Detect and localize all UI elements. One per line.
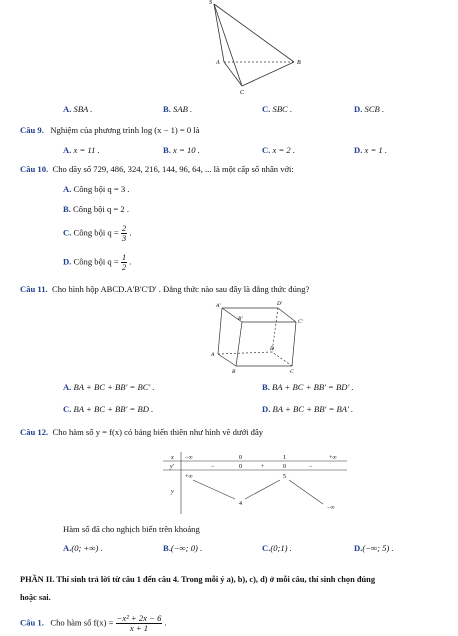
q10-option-d[interactable]: D. Công bội q = $\frac{1}{2}$ . xyxy=(63,252,132,272)
y-value: 4 xyxy=(239,501,242,507)
x-value: −∞ xyxy=(185,455,193,461)
y-value: +∞ xyxy=(185,474,193,480)
q9-option-b[interactable]: B. x = 10 . xyxy=(163,145,200,155)
q9-option-c[interactable]: C. x = 2 . xyxy=(262,145,296,155)
q8-option-a[interactable]: A. SBA . xyxy=(63,104,93,114)
sign-value: 0 xyxy=(283,464,286,470)
q9-option-d[interactable]: D. x = 1 . xyxy=(354,145,388,155)
q11-option-b[interactable]: B. BA + BC + BB' = BD' . xyxy=(262,382,354,392)
q12-option-d[interactable]: D.(−∞; 5) . xyxy=(354,543,394,553)
vertex-label-d1: D' xyxy=(277,301,283,307)
q9-option-a[interactable]: A. x = 11 . xyxy=(63,145,100,155)
variation-table xyxy=(163,452,347,514)
vertex-label-b: B xyxy=(297,60,301,66)
sign-value: − xyxy=(309,464,313,470)
q8-option-d[interactable]: D. SCB . xyxy=(354,104,385,114)
row-label-yprime: y' xyxy=(170,464,174,470)
vertex-label-b1: B' xyxy=(238,316,243,322)
q10-option-b[interactable]: B. Công bội q = 2 . xyxy=(63,204,129,214)
vertex-label-c: C xyxy=(240,90,245,96)
y-value: 5 xyxy=(283,474,286,480)
q11-stem: Câu 11. Cho hình hộp ABCD.A'B'C'D' . Đẳng thức nào sau đây là đẳng thức đúng? xyxy=(20,284,310,294)
x-value: 1 xyxy=(283,455,286,461)
fraction: $\frac{\text{−x² + 2x − 6}}{x + 1}$ xyxy=(116,613,162,633)
q11-option-c[interactable]: C. BA + BC + BB' = BD . xyxy=(63,404,154,414)
vertex-label-d: D xyxy=(270,346,274,352)
vertex-label-s: S xyxy=(209,0,212,6)
y-value: −∞ xyxy=(327,505,335,511)
q10-stem: Câu 10. Cho dãy số 729, 486, 324, 216, 144, 96, 64, ... là một cấp số nhân với: xyxy=(20,164,294,174)
q10-option-c[interactable]: C. Công bội q = $\frac{2}{3}$ . xyxy=(63,223,132,243)
fraction: $\frac{2}{3}$ xyxy=(121,223,127,243)
sign-value: − xyxy=(211,464,215,470)
q12-option-b[interactable]: B.(−∞; 0) . xyxy=(163,543,203,553)
row-label-x: x xyxy=(171,455,174,461)
q11-option-d[interactable]: D. BA + BC + BB' = BA' . xyxy=(262,404,354,414)
part2-heading: PHẦN II. Thí sinh trả lời từ câu 1 đến câu 4. Trong mỗi ý a), b), c), d) ở mỗi câu, thí sinh chọn đúng xyxy=(20,575,376,584)
q8-option-b[interactable]: B. SAB . xyxy=(163,104,193,114)
sign-value: + xyxy=(261,464,265,470)
fraction: $\frac{1}{2}$ xyxy=(121,252,127,272)
q12-subquestion: Hàm số đã cho nghịch biến trên khoảng xyxy=(63,524,200,534)
q12-option-a[interactable]: A.(0; +∞) . xyxy=(63,543,103,553)
vertex-label-a: A xyxy=(216,60,220,66)
q12-stem: Câu 12. Cho hàm số y = f(x) có bảng biến thiên như hình vẽ dưới đây xyxy=(20,427,264,437)
sign-value: 0 xyxy=(239,464,242,470)
row-label-y: y xyxy=(171,489,174,495)
vertex-label-a1: A' xyxy=(216,303,221,309)
vertex-label-c: C xyxy=(290,369,294,374)
q11-option-a[interactable]: A. BA + BC + BB' = BC' . xyxy=(63,382,155,392)
q9-stem: Câu 9. Nghiệm của phương trình log (x − 1) = 0 là xyxy=(20,125,200,135)
parallelepiped-figure xyxy=(208,298,308,374)
x-value: +∞ xyxy=(329,455,337,461)
arrow-down xyxy=(289,480,323,504)
q12-option-c[interactable]: C.(0;1) . xyxy=(262,543,292,553)
part2-heading-cont: hoặc sai. xyxy=(20,593,51,602)
p2q1-stem: Câu 1. Cho hàm số f(x) = $\frac{\text{−x² + 2x − 6}}{x + 1}$ . xyxy=(20,613,167,633)
arrow-up xyxy=(245,480,280,499)
q8-option-c[interactable]: C. SBC . xyxy=(262,104,293,114)
vertex-label-c1: C' xyxy=(298,319,303,325)
pyramid-figure xyxy=(200,0,310,96)
arrow-down xyxy=(193,480,235,499)
vertex-label-a: A xyxy=(211,352,215,358)
x-value: 0 xyxy=(239,455,242,461)
q10-option-a[interactable]: A. Công bội q = 3 . xyxy=(63,184,130,194)
vertex-label-b: B xyxy=(232,369,236,374)
